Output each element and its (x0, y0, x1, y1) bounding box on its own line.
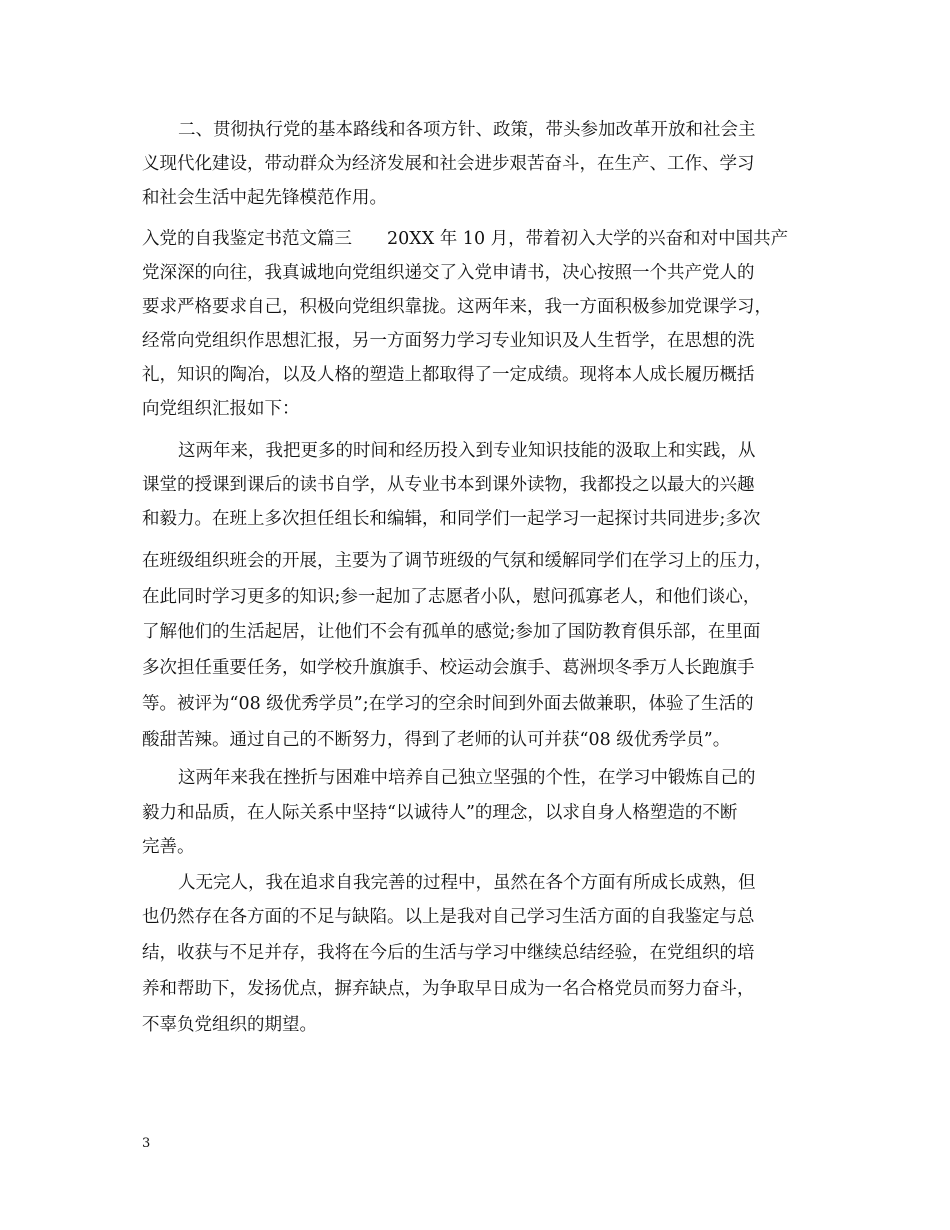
text-line: 这两年来，我把更多的时间和经历投入到专业知识技能的汲取上和实践，从 (178, 441, 756, 461)
text-line: 在此同时学习更多的知识;参一起加了志愿者小队，慰问孤寡老人，和他们谈心， (142, 587, 761, 607)
section-heading-line: 入党的自我鉴定书范文篇三 20XX 年 10 月，带着初入大学的兴奋和对中国共产 (142, 229, 789, 249)
text-line: 不辜负党组织的期望。 (142, 1015, 317, 1035)
text-line: 养和帮助下，发扬优点，摒弃缺点，为争取早日成为一名合格党员而努力奋斗， (142, 979, 755, 999)
text-line: 课堂的授课到课后的读书自学，从专业书本到课外读物，我都投之以最大的兴趣 (142, 475, 755, 495)
text-line: 和毅力。在班上多次担任组长和编辑，和同学们一起学习一起探讨共同进步;多次 (142, 509, 761, 529)
text-line: 二、贯彻执行党的基本路线和各项方针、政策，带头参加改革开放和社会主 (178, 120, 756, 140)
text-line: 结，收获与不足并存，我将在今后的生活与学习中继续总结经验，在党组织的培 (142, 943, 755, 963)
page-number: 3 (142, 1136, 151, 1151)
text-line: 等。被评为“08 级优秀学员”;在学习的空余时间到外面去做兼职，体验了生活的 (142, 694, 754, 714)
text-line: 这两年来我在挫折与困难中培养自己独立坚强的个性，在学习中锻炼自己的 (178, 768, 756, 788)
text-line: 党深深的向往，我真诚地向党组织递交了入党申请书，决心按照一个共产党人的 (142, 263, 755, 283)
text-line: 要求严格要求自己，积极向党组织靠拢。这两年来，我一方面积极参加党课学习， (142, 297, 772, 317)
text-line: 也仍然存在各方面的不足与缺陷。以上是我对自己学习生活方面的自我鉴定与总 (142, 907, 755, 927)
text-line: 在班级组织班会的开展，主要为了调节班级的气氛和缓解同学们在学习上的压力， (142, 551, 772, 571)
text-line: 礼，知识的陶冶，以及人格的塑造上都取得了一定成绩。现将本人成长履历概括 (142, 365, 755, 385)
text-line: 完善。 (142, 837, 195, 857)
text-line: 和社会生活中起先锋模范作用。 (142, 188, 387, 208)
text-line: 毅力和品质，在人际关系中坚持“以诚待人”的理念，以求自身人格塑造的不断 (142, 803, 738, 823)
text-line: 多次担任重要任务，如学校升旗旗手、校运动会旗手、葛洲坝冬季万人长跑旗手 (142, 658, 755, 678)
text-line: 人无完人，我在追求自我完善的过程中，虽然在各个方面有所成长成熟，但 (178, 873, 756, 893)
text-line: 经常向党组织作思想汇报，另一方面努力学习专业知识及人生哲学，在思想的洗 (142, 331, 755, 351)
text-line: 向党组织汇报如下： (142, 399, 300, 419)
text-line: 了解他们的生活起居，让他们不会有孤单的感觉;参加了国防教育俱乐部，在里面 (142, 622, 761, 642)
text-line: 义现代化建设，带动群众为经济发展和社会进步艰苦奋斗，在生产、工作、学习 (142, 154, 755, 174)
text-line: 酸甜苦辣。通过自己的不断努力，得到了老师的认可并获“08 级优秀学员”。 (142, 730, 731, 750)
